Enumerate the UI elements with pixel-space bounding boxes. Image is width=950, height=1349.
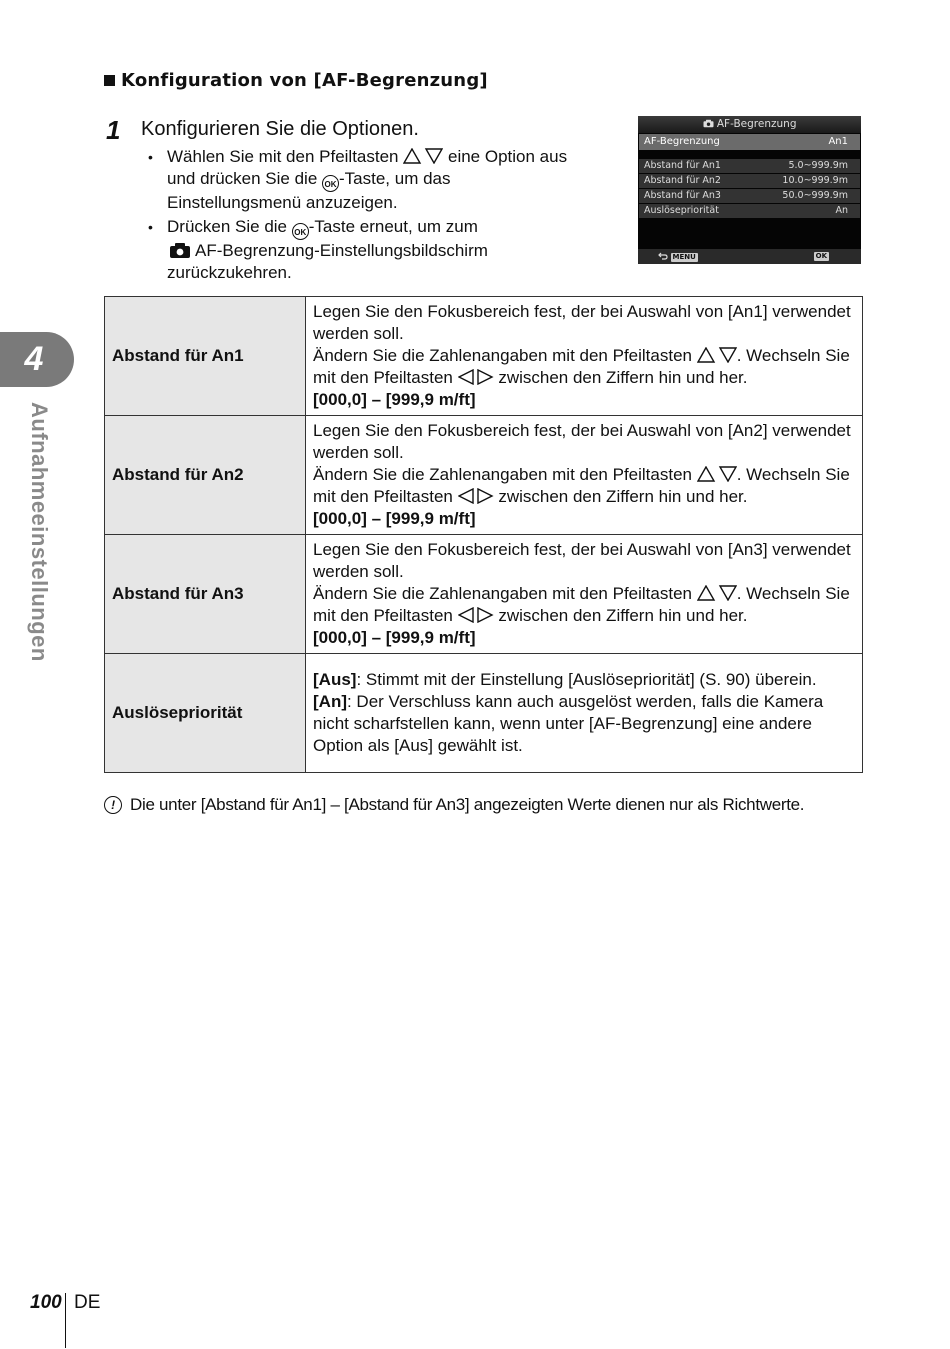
options-table (104, 296, 863, 773)
option-description: Legen Sie den Fokusbereich fest, der bei Auswahl von [An1] verwendet werden soll. Ändern Sie die Zahlenangaben mit den Pfeiltasten . Wechseln Sie mit den Pfeiltasten zwischen den Ziffern hin und her. [000,0] – [999,9 m/ft] (306, 297, 863, 416)
menu-key: MENU (672, 252, 696, 261)
back-arrow-icon (658, 252, 668, 260)
page-number: 100 (30, 1292, 62, 1313)
screen-selected-row[interactable]: AF-Begrenzung An1 (639, 134, 860, 150)
note (104, 795, 804, 815)
section-title: Konfiguration von [AF-Begrenzung] (121, 70, 488, 91)
ok-button-icon: OK (322, 175, 339, 192)
option-description: Legen Sie den Fokusbereich fest, der bei Auswahl von [An3] verwendet werden soll. Ändern Sie die Zahlenangaben mit den Pfeiltasten . Wechseln Sie mit den Pfeiltasten zwischen den Ziffern hin und her. [000,0] – [999,9 m/ft] (306, 535, 863, 654)
table-row (105, 535, 863, 654)
chapter-number-tab: 4 (0, 332, 74, 387)
instruction-item: • Wählen Sie mit den Pfeiltasten eine Option aus und drücken Sie die OK -Taste, um das Einstellungsmenü anzuzeigen. (148, 146, 588, 214)
page-language: DE (74, 1292, 101, 1313)
ok-button-icon: OK (292, 223, 309, 240)
table-row (105, 416, 863, 535)
back-menu-hint (658, 252, 698, 262)
step-number: 1 (106, 115, 121, 145)
page-divider (65, 1293, 66, 1348)
arrow-up-down-icon (697, 347, 737, 363)
ok-key: OK (815, 252, 827, 260)
section-heading (104, 70, 488, 91)
option-label: Abstand für An1 (105, 297, 306, 416)
screen-menu-row[interactable]: Abstand für An1 5.0~999.9m (639, 159, 860, 173)
screen-footer (638, 249, 861, 264)
arrow-up-down-icon (403, 148, 443, 164)
camera-menu-screen (638, 116, 861, 264)
instruction-item: • Drücken Sie die OK -Taste erneut, um zum AF-Begrenzung-Einstellungsbildschirm zurückzukehren. (148, 216, 588, 284)
option-label: Auslösepriorität (105, 654, 306, 773)
option-label: Abstand für An3 (105, 535, 306, 654)
option-description: Legen Sie den Fokusbereich fest, der bei Auswahl von [An2] verwendet werden soll. Ändern Sie die Zahlenangaben mit den Pfeiltasten . Wechseln Sie mit den Pfeiltasten zwischen den Ziffern hin und her. [000,0] – [999,9 m/ft] (306, 416, 863, 535)
camera-icon (169, 242, 191, 259)
caution-icon: ! (104, 796, 122, 814)
arrow-up-down-icon (697, 466, 737, 482)
square-bullet-icon (104, 75, 115, 86)
step-title: Konfigurieren Sie die Optionen. (141, 118, 419, 140)
step-instructions (148, 146, 588, 286)
arrow-left-right-icon (458, 369, 494, 385)
value-range: [000,0] – [999,9 m/ft] (313, 509, 476, 528)
table-row (105, 297, 863, 416)
chapter-name: Aufnahmeeinstellungen (27, 402, 52, 662)
screen-menu-row[interactable]: Auslösepriorität An (639, 204, 860, 218)
screen-menu-row[interactable]: Abstand für An3 50.0~999.9m (639, 189, 860, 203)
arrow-up-down-icon (697, 585, 737, 601)
table-row (105, 654, 863, 773)
option-description: [Aus]: Stimmt mit der Einstellung [Auslösepriorität] (S. 90) überein. [An]: Der Verschluss kann auch ausgelöst werden, falls die Kamera nicht scharfstellen kann, wenn unter [AF-Begrenzung] eine andere Option als [Aus] gewählt ist. (306, 654, 863, 773)
option-label: Abstand für An2 (105, 416, 306, 535)
camera-icon (703, 119, 714, 128)
screen-title: AF-Begrenzung (638, 116, 861, 133)
screen-menu-row[interactable]: Abstand für An2 10.0~999.9m (639, 174, 860, 188)
note-text: Die unter [Abstand für An1] – [Abstand für An3] angezeigten Werte dienen nur als Richtwerte. (130, 795, 805, 814)
arrow-left-right-icon (458, 488, 494, 504)
value-range: [000,0] – [999,9 m/ft] (313, 390, 476, 409)
arrow-left-right-icon (458, 607, 494, 623)
value-range: [000,0] – [999,9 m/ft] (313, 628, 476, 647)
